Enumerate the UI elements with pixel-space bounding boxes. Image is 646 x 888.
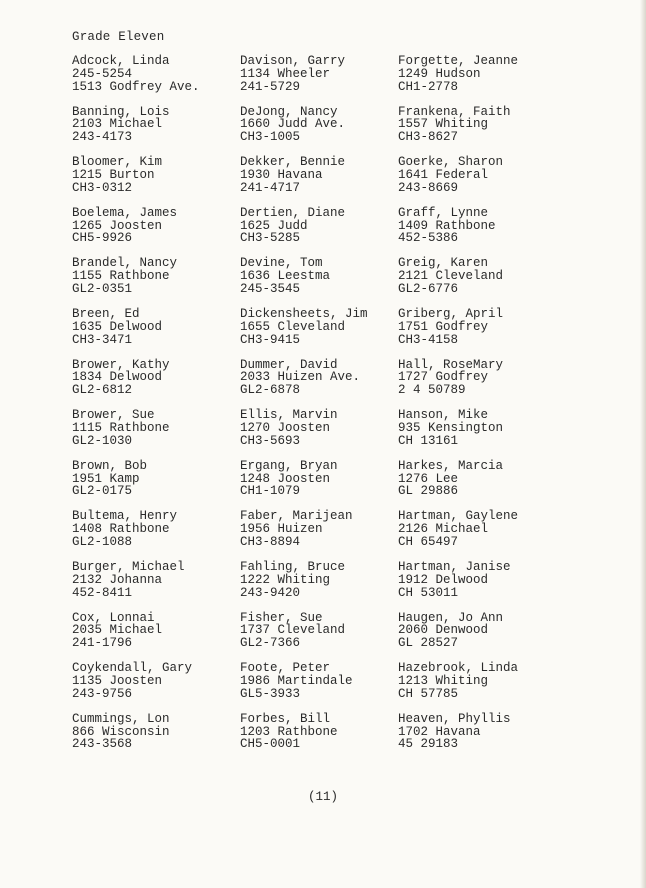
entry-phone: GL2-0351 xyxy=(72,281,133,296)
entry-street: 2126 Michael xyxy=(398,522,489,537)
entry-street: 2121 Cleveland xyxy=(398,269,504,284)
entry-name: Haugen, Jo Ann xyxy=(398,610,504,625)
entry-phone: CH5-0001 xyxy=(240,737,301,752)
entry-name: Forbes, Bill xyxy=(240,711,331,726)
entry-name: Harkes, Marcia xyxy=(398,458,504,473)
entry-street: 1134 Wheeler xyxy=(240,66,331,81)
entry-name: Brower, Sue xyxy=(72,408,155,423)
entry-phone: 243-3568 xyxy=(72,737,133,752)
entry-name: Ergang, Bryan xyxy=(240,458,338,473)
entry-name: Dekker, Bennie xyxy=(240,155,346,170)
entry-phone: 241-4717 xyxy=(240,180,301,195)
entry-street: 1956 Huizen xyxy=(240,522,323,537)
directory-entry xyxy=(398,713,598,751)
entry-phone: GL 29886 xyxy=(398,484,459,499)
entry-street: 245-5254 xyxy=(72,66,133,81)
entry-street: 1135 Joosten xyxy=(72,673,163,688)
entry-name: Forgette, Jeanne xyxy=(398,54,519,68)
entry-street: 2132 Johanna xyxy=(72,572,163,587)
entry-phone: GL2-7366 xyxy=(240,636,301,651)
entry-street: 866 Wisconsin xyxy=(72,724,170,739)
entry-phone: 452-8411 xyxy=(72,585,133,600)
entry-phone: CH1-1079 xyxy=(240,484,301,499)
entry-phone: 245-3545 xyxy=(240,281,301,296)
entry-phone: GL5-3933 xyxy=(240,686,301,701)
entry-phone: 1513 Godfrey Ave. xyxy=(72,79,200,94)
entry-phone: CH3-8894 xyxy=(240,534,301,549)
entry-phone: 243-4173 xyxy=(72,130,133,145)
entry-phone: GL2-1088 xyxy=(72,534,133,549)
entry-street: 1270 Joosten xyxy=(240,420,331,435)
entry-street: 1557 Whiting xyxy=(398,117,489,132)
entry-street: 1951 Kamp xyxy=(72,471,140,486)
entry-phone: GL2-6878 xyxy=(240,383,301,398)
entry-name: Cox, Lonnai xyxy=(72,610,155,625)
entry-phone: 2 4 50789 xyxy=(398,383,466,398)
grade-heading: Grade Eleven xyxy=(72,30,165,44)
directory-entry xyxy=(398,409,598,447)
directory-entry xyxy=(398,308,598,346)
entry-name: Breen, Ed xyxy=(72,307,140,321)
entry-phone: GL 28527 xyxy=(398,636,459,651)
entry-name: Dummer, David xyxy=(240,357,338,372)
entry-name: Goerke, Sharon xyxy=(398,155,504,170)
entry-street: 1912 Delwood xyxy=(398,572,489,587)
entry-street: 935 Kensington xyxy=(398,420,504,435)
entry-street: 1409 Rathbone xyxy=(398,218,496,233)
entry-phone: 243-8669 xyxy=(398,180,459,195)
entry-name: Brandel, Nancy xyxy=(72,256,178,271)
entry-name: Fahling, Bruce xyxy=(240,560,346,574)
entry-street: 1751 Godfrey xyxy=(398,319,489,334)
entry-name: Dertien, Diane xyxy=(240,205,346,220)
directory-entry xyxy=(398,207,598,245)
entry-name: Bloomer, Kim xyxy=(72,155,163,170)
entry-street: 1276 Lee xyxy=(398,471,459,486)
entry-street: 2103 Michael xyxy=(72,117,163,132)
entry-name: Devine, Tom xyxy=(240,256,323,271)
entry-street: 1635 Delwood xyxy=(72,319,163,334)
entry-name: Hanson, Mike xyxy=(398,408,489,423)
directory-entry xyxy=(398,561,598,599)
entry-name: Cummings, Lon xyxy=(72,711,170,726)
entry-street: 2060 Denwood xyxy=(398,623,489,638)
directory-entry xyxy=(398,257,598,295)
entry-phone: GL2-6812 xyxy=(72,383,133,398)
directory-entry xyxy=(398,662,598,700)
directory-entry xyxy=(398,612,598,650)
entry-phone: CH3-4158 xyxy=(398,332,459,347)
entry-name: Adcock, Linda xyxy=(72,54,170,68)
entry-phone: 452-5386 xyxy=(398,231,459,246)
entry-name: Davison, Garry xyxy=(240,54,346,68)
entry-phone: CH3-9415 xyxy=(240,332,301,347)
entry-street: 1636 Leestma xyxy=(240,269,331,284)
entry-street: 1625 Judd xyxy=(240,218,308,233)
entry-street: 1930 Havana xyxy=(240,167,323,182)
entry-name: Burger, Michael xyxy=(72,560,185,574)
entry-street: 1655 Cleveland xyxy=(240,319,346,334)
entry-name: DeJong, Nancy xyxy=(240,104,338,119)
entry-phone: GL2-6776 xyxy=(398,281,459,296)
entry-name: Fisher, Sue xyxy=(240,610,323,625)
entry-street: 2033 Huizen Ave. xyxy=(240,370,361,385)
entry-name: Brower, Kathy xyxy=(72,357,170,372)
entry-phone: GL2-1030 xyxy=(72,433,133,448)
entry-street: 1155 Rathbone xyxy=(72,269,170,284)
entry-name: Foote, Peter xyxy=(240,661,331,676)
entry-street: 1641 Federal xyxy=(398,167,489,182)
entry-phone: CH 53011 xyxy=(398,585,459,600)
entry-phone: CH3-0312 xyxy=(72,180,133,195)
entry-street: 1249 Hudson xyxy=(398,66,481,81)
entry-phone: CH3-5693 xyxy=(240,433,301,448)
entry-name: Bultema, Henry xyxy=(72,509,178,524)
entry-street: 1408 Rathbone xyxy=(72,522,170,537)
entry-street: 1248 Joosten xyxy=(240,471,331,486)
entry-phone: CH3-3471 xyxy=(72,332,133,347)
page-number: (11) xyxy=(307,790,338,804)
directory-entry xyxy=(398,460,598,498)
entry-phone: 241-5729 xyxy=(240,79,301,94)
entry-street: 1834 Delwood xyxy=(72,370,163,385)
entry-name: Faber, Marijean xyxy=(240,509,353,524)
entry-name: Banning, Lois xyxy=(72,104,170,119)
entry-name: Graff, Lynne xyxy=(398,205,489,220)
directory-entry xyxy=(398,510,598,548)
entry-name: Boelema, James xyxy=(72,205,178,220)
directory-entry xyxy=(398,106,598,144)
entry-street: 1727 Godfrey xyxy=(398,370,489,385)
entry-phone: 243-9756 xyxy=(72,686,133,701)
entry-street: 1213 Whiting xyxy=(398,673,489,688)
entry-street: 1986 Martindale xyxy=(240,673,353,688)
entry-name: Hazebrook, Linda xyxy=(398,661,519,676)
entry-name: Brown, Bob xyxy=(72,458,148,473)
entry-name: Hartman, Gaylene xyxy=(398,509,519,524)
entry-name: Heaven, Phyllis xyxy=(398,711,511,726)
entry-phone: CH3-8627 xyxy=(398,130,459,145)
entry-name: Ellis, Marvin xyxy=(240,408,338,423)
entry-phone: CH 13161 xyxy=(398,433,459,448)
entry-street: 1702 Havana xyxy=(398,724,481,739)
entry-phone: 243-9420 xyxy=(240,585,301,600)
entry-street: 1215 Burton xyxy=(72,167,155,182)
entry-name: Dickensheets, Jim xyxy=(240,307,368,321)
entry-phone: CH 57785 xyxy=(398,686,459,701)
entry-phone: 241-1796 xyxy=(72,636,133,651)
entry-name: Greig, Karen xyxy=(398,256,489,271)
entry-name: Coykendall, Gary xyxy=(72,661,193,676)
entry-name: Griberg, April xyxy=(398,307,504,321)
entry-street: 1115 Rathbone xyxy=(72,420,170,435)
entry-name: Hall, RoseMary xyxy=(398,357,504,372)
entry-name: Frankena, Faith xyxy=(398,104,511,119)
entry-name: Hartman, Janise xyxy=(398,560,511,574)
entry-street: 1660 Judd Ave. xyxy=(240,117,346,132)
directory-entry xyxy=(398,55,598,93)
entry-street: 1265 Joosten xyxy=(72,218,163,233)
entry-street: 2035 Michael xyxy=(72,623,163,638)
directory-entry xyxy=(398,156,598,194)
entry-street: 1203 Rathbone xyxy=(240,724,338,739)
entry-phone: 45 29183 xyxy=(398,737,459,752)
entry-street: 1222 Whiting xyxy=(240,572,331,587)
page-edge-shadow xyxy=(640,0,646,888)
entry-phone: CH3-5285 xyxy=(240,231,301,246)
directory-entry xyxy=(398,359,598,397)
entry-phone: GL2-0175 xyxy=(72,484,133,499)
entry-street: 1737 Cleveland xyxy=(240,623,346,638)
entry-phone: CH3-1005 xyxy=(240,130,301,145)
entry-phone: CH1-2778 xyxy=(398,79,459,94)
entry-phone: CH5-9926 xyxy=(72,231,133,246)
entry-phone: CH 65497 xyxy=(398,534,459,549)
